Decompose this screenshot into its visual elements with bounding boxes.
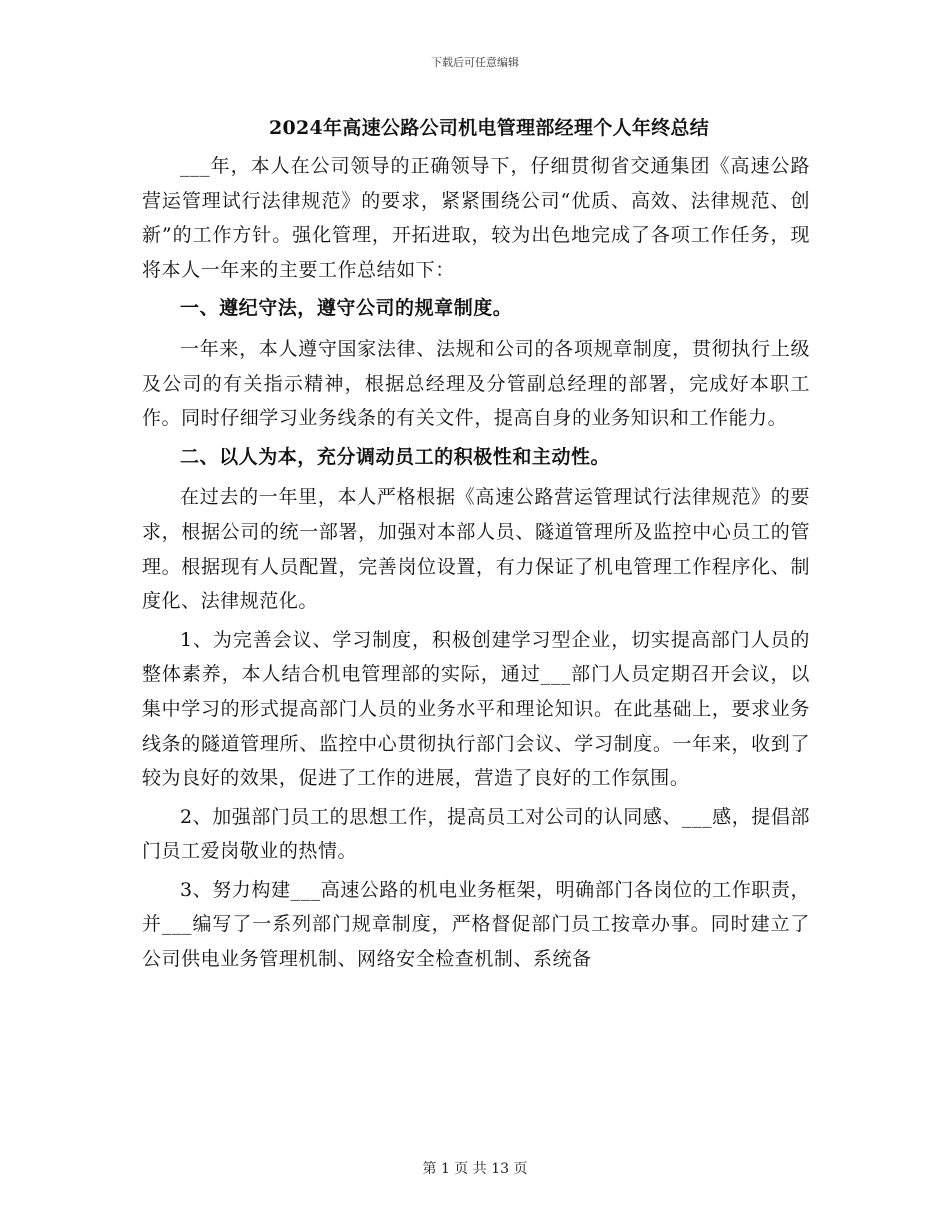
- section-1-heading: 一、遵纪守法，遵守公司的规章制度。: [180, 297, 513, 320]
- section-1-body: 一年来，本人遵守国家法律、法规和公司的各项规章制度，贯彻执行上级及公司的有关指示精神，根据总经理及分管副总经理的部署，完成好本职工作。同时仔细学习业务线条的有关文件，提高自身的业务知识和工作能力。: [142, 337, 810, 430]
- section-2-item-1: 1、为完善会议、学习制度，积极创建学习型企业，切实提高部门人员的整体素养，本人结合机电管理部的实际，通过___部门人员定期召开会议，以集中学习的形式提高部门人员的业务水平和理论知识。在此基础上，要求业务线条的隧道管理所、监控中心贯彻执行部门会议、学习制度。一年来，收到了较为良好的效果，促进了工作的进展，营造了良好的工作氛围。: [142, 628, 810, 790]
- section-2-heading: 二、以人为本，充分调动员工的积极性和主动性。: [180, 445, 611, 468]
- page-number: 第 1 页 共 13 页: [422, 1161, 528, 1177]
- page-header-note: 下载后可任意编辑: [431, 56, 519, 69]
- document-title: 2024年高速公路公司机电管理部经理个人年终总结: [268, 117, 710, 139]
- section-2-item-2: 2、加强部门员工的思想工作，提高员工对公司的认同感、___感，提倡部门员工爱岗敬业的热情。: [142, 805, 810, 863]
- intro-paragraph: ___年，本人在公司领导的正确领导下，仔细贯彻省交通集团《高速公路营运管理试行法律规范》的要求，紧紧围绕公司“优质、高效、法律规范、创新”的工作方针。强化管理，开拓进取，较为出色地完成了各项工作任务，现将本人一年来的主要工作总结如下：: [142, 155, 810, 281]
- section-2-body: 在过去的一年里，本人严格根据《高速公路营运管理试行法律规范》的要求，根据公司的统一部署，加强对本部人员、隧道管理所及监控中心员工的管理。根据现有人员配置，完善岗位设置，有力保证了机电管理工作程序化、制度化、法律规范化。: [142, 486, 810, 613]
- section-2-item-3: 3、努力构建___高速公路的机电业务框架，明确部门各岗位的工作职责，并___编写了一系列部门规章制度，严格督促部门员工按章办事。同时建立了公司供电业务管理机制、网络安全检查机制、系统备: [142, 878, 810, 971]
- document-body: [142, 113, 810, 981]
